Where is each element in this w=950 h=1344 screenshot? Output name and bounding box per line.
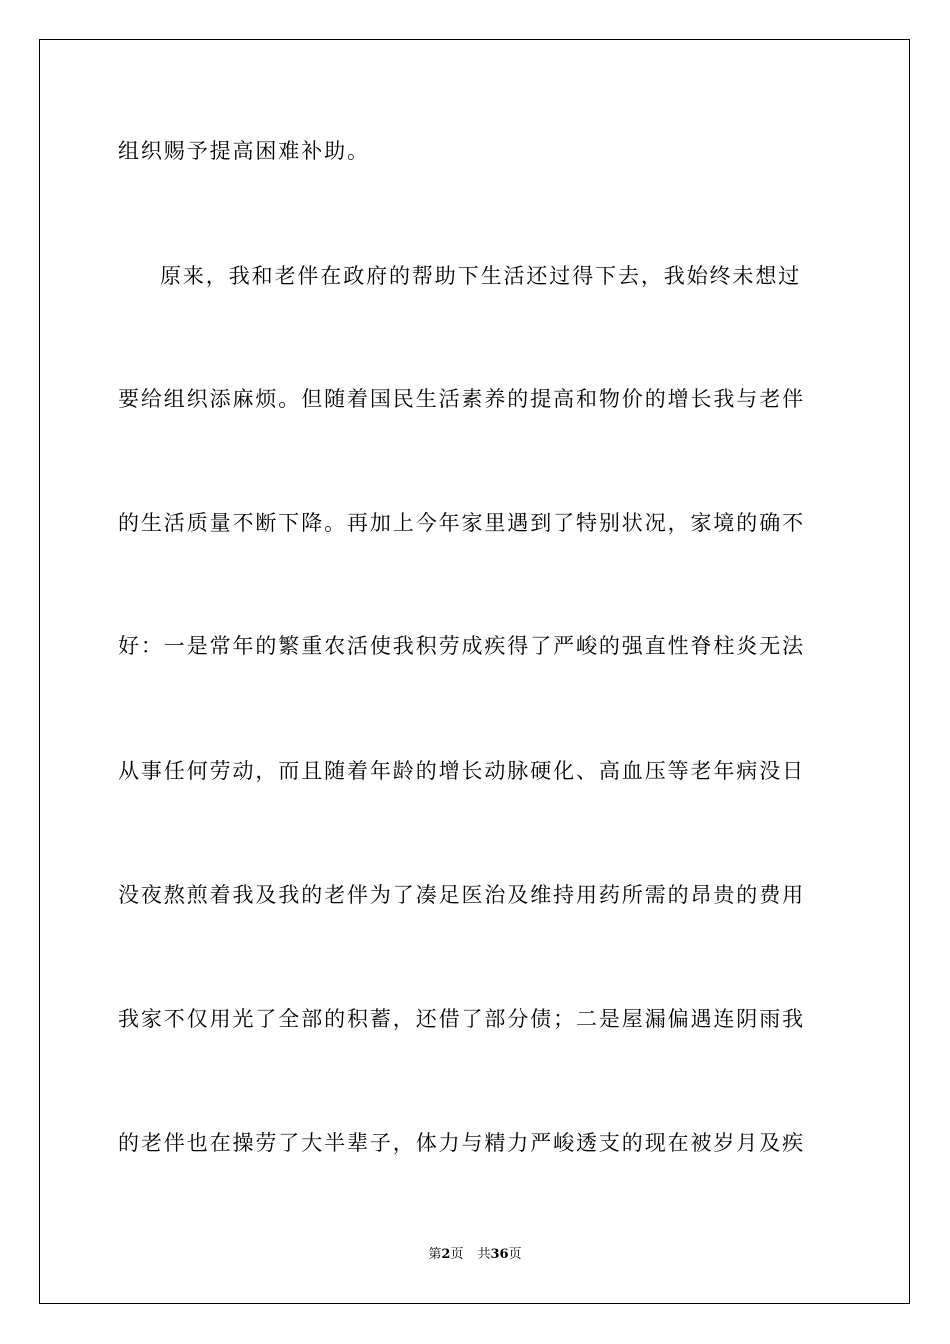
text-line-9: 的老伴也在操劳了大半辈子，体力与精力严峻透支的现在被岁月及疾 [118, 1131, 805, 1155]
text-line-4: 的生活质量不断下降。再加上今年家里遇到了特别状况，家境的确不 [118, 511, 805, 535]
text-line-6: 从事任何劳动，而且随着年龄的增长动脉硬化、高血压等老年病没日 [118, 759, 805, 783]
page-border [39, 39, 910, 1304]
footer-page-suffix: 页 [450, 1247, 464, 1262]
text-line-1: 组织赐予提高困难补助。 [118, 139, 370, 163]
text-line-3: 要给组织添麻烦。但随着国民生活素养的提高和物价的增长我与老伴 [118, 387, 805, 411]
footer-page-number: 2 [441, 1247, 451, 1262]
text-line-7: 没夜熬煎着我及我的老伴为了凑足医治及维持用药所需的昂贵的费用 [118, 883, 805, 907]
footer-total-pages: 36 [490, 1247, 509, 1262]
footer-total-prefix: 共 [477, 1247, 491, 1262]
page-footer [0, 1246, 950, 1264]
footer-total-suffix: 页 [508, 1247, 522, 1262]
text-line-5: 好：一是常年的繁重农活使我积劳成疾得了严峻的强直性脊柱炎无法 [118, 634, 805, 658]
text-line-8: 我家不仅用光了全部的积蓄，还借了部分债；二是屋漏偏遇连阴雨我 [118, 1007, 805, 1031]
text-line-2: 原来，我和老伴在政府的帮助下生活还过得下去，我始终未想过 [160, 264, 802, 288]
footer-page-prefix: 第 [428, 1247, 442, 1262]
